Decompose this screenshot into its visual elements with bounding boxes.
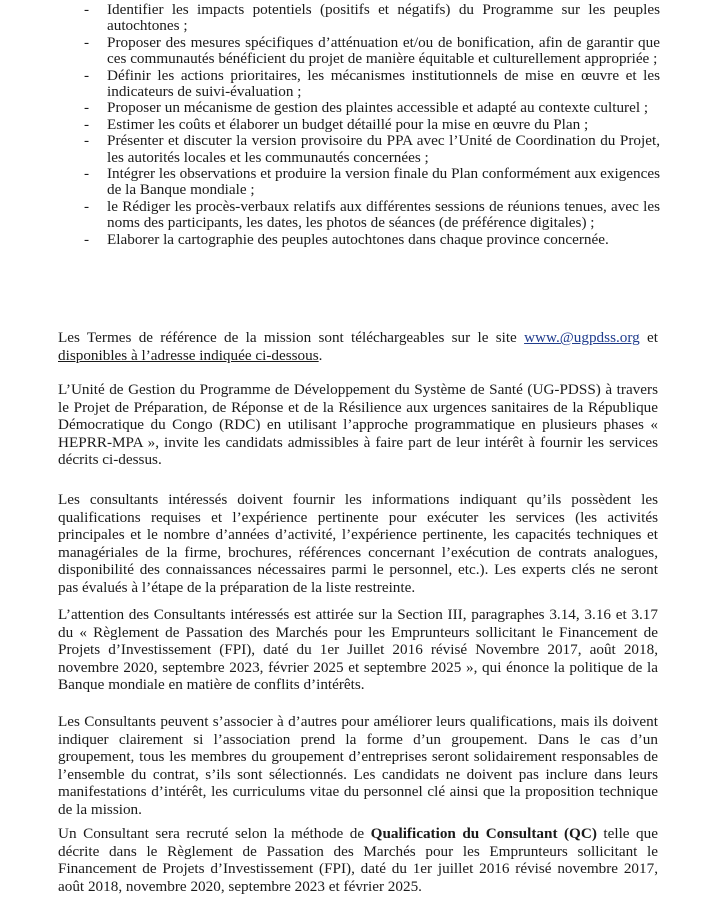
list-item xyxy=(84,166,660,199)
list-item-text: Définir les actions prioritaires, les mécanismes institutionnels de mise en œuvre et les indicateurs de suivi-évaluation ; xyxy=(107,66,660,101)
list-item xyxy=(84,232,660,248)
address-underlined-text: disponibles à l’adresse indiquée ci-dessous xyxy=(58,346,319,364)
bullet-dash: - xyxy=(84,1,90,18)
bullet-dash: - xyxy=(84,115,90,133)
bullet-dash: - xyxy=(84,66,90,84)
terms-connector: et xyxy=(639,329,658,346)
selection-text-start: Un Consultant sera recruté selon la méthode de xyxy=(58,825,371,842)
bullet-dash: - xyxy=(84,165,90,183)
bullet-dash: - xyxy=(84,197,90,215)
terms-text: Les Termes de référence de la mission sont téléchargeables sur le site xyxy=(58,329,525,346)
list-item xyxy=(84,35,660,68)
selection-text-end: telle que décrite dans le Règlement de Passation des Marchés pour les Emprunteurs sollicitant le Financement de Projets d’Investissement (FPI), daté du 1er juillet 2016 révisé novembre 2017, août 2018, novembre 2020, septembre 2023 et février 2025. xyxy=(58,825,658,895)
list-item-text: Estimer les coûts et élaborer un budget détaillé pour la mise en œuvre du Plan ; xyxy=(107,115,589,133)
website-link[interactable]: www.@ugpdss.org xyxy=(524,329,640,346)
list-item-text: Identifier les impacts potentiels (positifs et négatifs) du Programme sur les peuples autochtones ; xyxy=(107,1,660,35)
list-item xyxy=(84,2,660,35)
invitation-paragraph: L’Unité de Gestion du Programme de Développement du Système de Santé (UG-PDSS) à travers le Projet de Préparation, de Réponse et de la Résilience aux urgences sanitaires de la République Démocratique du Congo (RDC) en utilisant l’approche programmatique en plusieurs phases « HEPRR-MPA », invite les candidats admissibles à faire part de leur intérêt à fournir les services décrits ci-dessus. xyxy=(58,381,658,469)
selection-method-bold: Qualification du Consultant (QC) xyxy=(370,825,597,842)
list-item-text: Intégrer les observations et produire la version finale du Plan conformément aux exigences de la Banque mondiale ; xyxy=(107,165,660,199)
list-item-text: Proposer un mécanisme de gestion des plaintes accessible et adapté au contexte culturel ; xyxy=(107,99,649,117)
list-item-text: Elaborer la cartographie des peuples autochtones dans chaque province concernée. xyxy=(107,230,609,248)
conflict-of-interest-paragraph: L’attention des Consultants intéressés est attirée sur la Section III, paragraphes 3.14, 3.16 et 3.17 du « Règlement de Passation des Marchés pour les Emprunteurs sollicitant le Financement de Projets d’Investissement (FPI), daté du 1er Juillet 2016 révisé Novembre 2017, août 2018, novembre 2020, septembre 2023, février 2025 et septembre 2025 », qui énonce la politique de la Banque mondiale en matière de conflits d’intérêts. xyxy=(58,606,658,694)
bullet-dash: - xyxy=(84,33,90,51)
list-item xyxy=(84,199,660,232)
list-item xyxy=(84,100,660,116)
bullet-dash: - xyxy=(84,230,90,248)
list-item xyxy=(84,133,660,166)
list-item xyxy=(84,68,660,101)
list-item-text: le Rédiger les procès-verbaux relatifs aux différentes sessions de réunions tenues, avec les noms des participants, les dates, les photos de séances (de préférence digitales) ; xyxy=(107,197,660,232)
bullet-dash: - xyxy=(84,132,90,150)
terms-period: . xyxy=(318,346,323,364)
list-item-text: Proposer des mesures spécifiques d’atténuation et/ou de bonification, afin de garantir que ces communautés bénéficient du projet de manière équitable et culturellement appropriée ; xyxy=(107,33,660,68)
list-item-text: Présenter et discuter la version provisoire du PPA avec l’Unité de Coordination du Projet, les autorités locales et les communautés concernées ; xyxy=(107,132,660,166)
tasks-bullet-list xyxy=(84,2,660,248)
terms-of-reference-paragraph xyxy=(58,329,658,364)
selection-method-paragraph xyxy=(58,825,658,895)
qualifications-paragraph: Les consultants intéressés doivent fournir les informations indiquant qu’ils possèdent les qualifications requises et l’expérience pertinente pour exécuter les services (les activités principales et le nombre d’années d’activité, l’expérience pertinente, les capacités techniques et managériales de la firme, brochures, références concernant l’exécution de contrats analogues, disponibilité des connaissances nécessaires parmi le personnel, etc.). Les experts clés ne seront pas évalués à l’étape de la préparation de la liste restreinte. xyxy=(58,491,658,596)
association-paragraph: Les Consultants peuvent s’associer à d’autres pour améliorer leurs qualifications, mais ils doivent indiquer clairement si l’association prend la forme d’un groupement. Dans le cas d’un groupement, tous les membres du groupement d’entreprises seront solidairement responsables de l’ensemble du contrat, s’ils sont sélectionnés. Les candidats ne doivent pas inclure dans leurs manifestations d’intérêt, les curriculums vitae du personnel clé ainsi que la proposition technique de la mission. xyxy=(58,713,658,818)
list-item xyxy=(84,117,660,133)
bullet-dash: - xyxy=(84,99,90,117)
